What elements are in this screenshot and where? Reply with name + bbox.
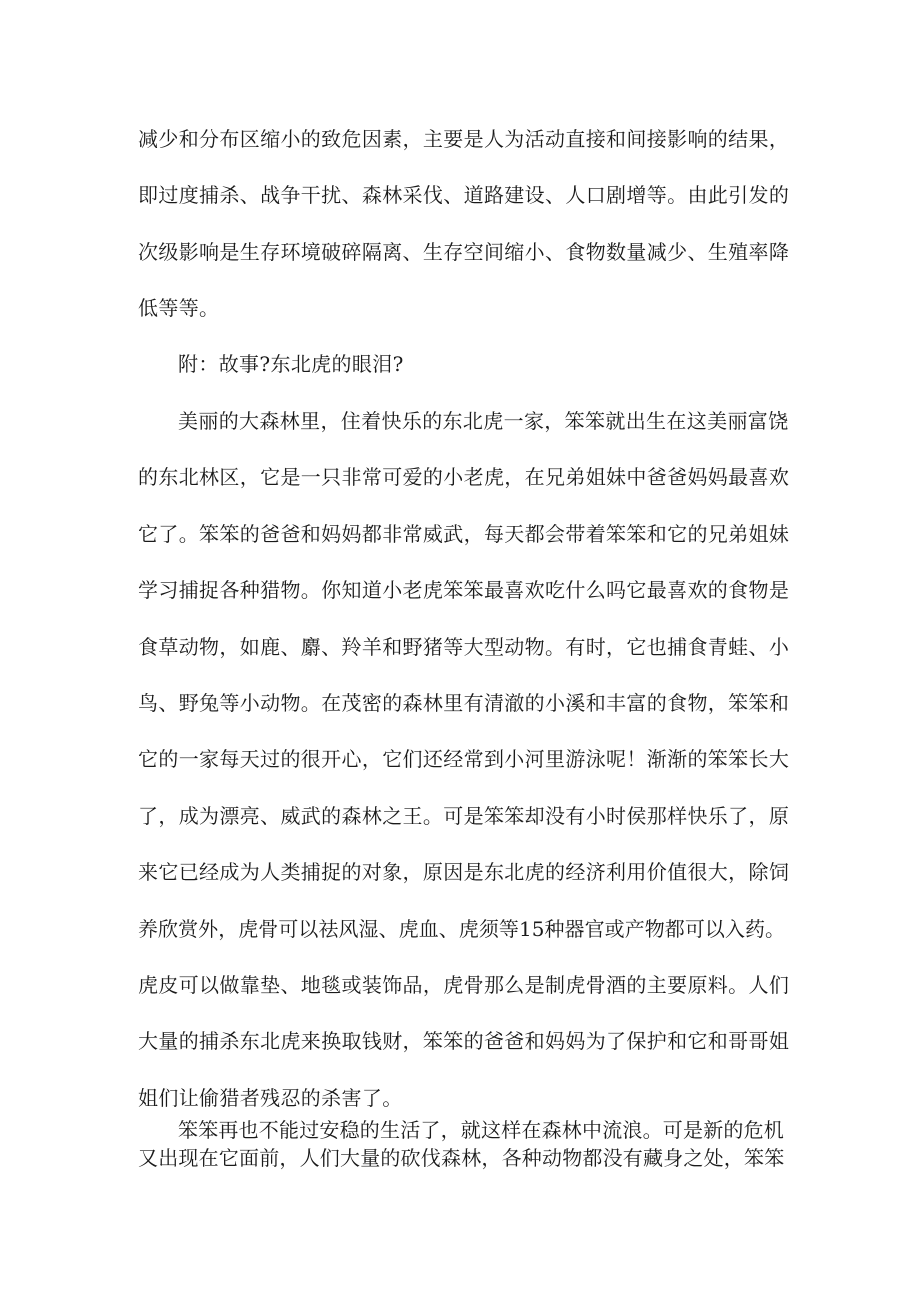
- text-line: 次级影响是生存环境破碎隔离、生存空间缩小、食物数量减少、生殖率降: [138, 240, 790, 264]
- text-line: 美丽的大森林里，住着快乐的东北虎一家，笨笨就出生在这美丽富饶: [178, 409, 789, 433]
- text-line: 大量的捕杀东北虎来换取钱财，笨笨的爸爸和妈妈为了保护和它和哥哥姐: [138, 1029, 790, 1053]
- text-line: 又出现在它面前，人们大量的砍伐森林，各种动物都没有藏身之处，笨笨: [138, 1146, 785, 1170]
- text-line: 它了。笨笨的爸爸和妈妈都非常威武，每天都会带着笨笨和它的兄弟姐妹: [138, 522, 790, 546]
- text-line: 了，成为漂亮、威武的森林之王。可是笨笨却没有小时侯那样快乐了，原: [138, 804, 790, 828]
- text-line: 来它已经成为人类捕捉的对象，原因是东北虎的经济利用价值很大，除饲: [138, 860, 790, 884]
- text-line: 姐们让偷猎者残忍的杀害了。: [138, 1086, 403, 1110]
- appendix-heading: 附：故事?东北虎的眼泪?: [178, 352, 404, 376]
- text-line: 笨笨再也不能过安稳的生活了，就这样在森林中流浪。可是新的危机: [178, 1118, 784, 1142]
- text-line: 即过度捕杀、战争干扰、森林采伐、道路建设、人口剧增等。由此引发的: [138, 183, 790, 207]
- text-line: 养欣赏外，虎骨可以祛风湿、虎血、虎须等15种器官或产物都可以入药。: [138, 917, 786, 941]
- text-line: 它的一家每天过的很开心，它们还经常到小河里游泳呢！渐渐的笨笨长大: [138, 747, 790, 771]
- text-line: 食草动物，如鹿、麝、羚羊和野猪等大型动物。有时，它也捕食青蛙、小: [138, 635, 790, 659]
- text-line: 鸟、野兔等小动物。在茂密的森林里有清澈的小溪和丰富的食物，笨笨和: [138, 691, 790, 715]
- text-line: 学习捕捉各种猎物。你知道小老虎笨笨最喜欢吃什么吗它最喜欢的食物是: [138, 578, 790, 602]
- text-line: 低等等。: [138, 296, 220, 320]
- text-line: 的东北林区，它是一只非常可爱的小老虎，在兄弟姐妹中爸爸妈妈最喜欢: [138, 465, 790, 489]
- text-line: 减少和分布区缩小的致危因素，主要是人为活动直接和间接影响的结果，: [138, 127, 790, 151]
- text-line: 虎皮可以做靠垫、地毯或装饰品，虎骨那么是制虎骨酒的主要原料。人们: [138, 973, 790, 997]
